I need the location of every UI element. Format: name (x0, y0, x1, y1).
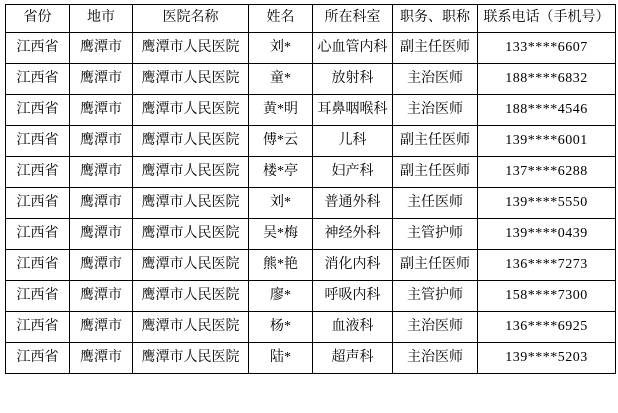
column-header-hospital: 医院名称 (133, 5, 249, 33)
cell-hospital: 鹰潭市人民医院 (133, 126, 249, 157)
cell-province: 江西省 (6, 281, 70, 312)
cell-hospital: 鹰潭市人民医院 (133, 64, 249, 95)
cell-city: 鹰潭市 (70, 95, 133, 126)
cell-title: 主任医师 (393, 188, 478, 219)
cell-name: 傅*云 (249, 126, 313, 157)
cell-department: 消化内科 (313, 250, 393, 281)
cell-department: 普通外科 (313, 188, 393, 219)
cell-department: 妇产科 (313, 157, 393, 188)
cell-hospital: 鹰潭市人民医院 (133, 188, 249, 219)
cell-province: 江西省 (6, 219, 70, 250)
cell-title: 主管护师 (393, 219, 478, 250)
cell-title: 主治医师 (393, 95, 478, 126)
cell-phone: 158****7300 (478, 281, 616, 312)
cell-name: 熊*艳 (249, 250, 313, 281)
cell-province: 江西省 (6, 64, 70, 95)
table-row (6, 64, 616, 95)
cell-city: 鹰潭市 (70, 219, 133, 250)
cell-department: 血液科 (313, 312, 393, 343)
cell-city: 鹰潭市 (70, 33, 133, 64)
cell-phone: 137****6288 (478, 157, 616, 188)
cell-department: 儿科 (313, 126, 393, 157)
table-row (6, 95, 616, 126)
cell-hospital: 鹰潭市人民医院 (133, 250, 249, 281)
cell-name: 陆* (249, 343, 313, 374)
table-row (6, 126, 616, 157)
table-body (6, 33, 616, 374)
table-row (6, 157, 616, 188)
cell-province: 江西省 (6, 33, 70, 64)
cell-department: 心血管内科 (313, 33, 393, 64)
cell-phone: 139****5550 (478, 188, 616, 219)
cell-province: 江西省 (6, 188, 70, 219)
cell-name: 刘* (249, 188, 313, 219)
cell-phone: 136****6925 (478, 312, 616, 343)
table-header (6, 5, 616, 33)
cell-name: 黄*明 (249, 95, 313, 126)
cell-phone: 139****0439 (478, 219, 616, 250)
table-row (6, 219, 616, 250)
header-row (6, 5, 616, 33)
cell-title: 副主任医师 (393, 126, 478, 157)
cell-title: 主治医师 (393, 312, 478, 343)
cell-title: 主治医师 (393, 64, 478, 95)
table-row (6, 188, 616, 219)
cell-name: 楼*亭 (249, 157, 313, 188)
cell-hospital: 鹰潭市人民医院 (133, 219, 249, 250)
cell-hospital: 鹰潭市人民医院 (133, 33, 249, 64)
cell-phone: 188****6832 (478, 64, 616, 95)
table-row (6, 312, 616, 343)
cell-department: 神经外科 (313, 219, 393, 250)
column-header-city: 地市 (70, 5, 133, 33)
cell-name: 童* (249, 64, 313, 95)
cell-phone: 188****4546 (478, 95, 616, 126)
cell-hospital: 鹰潭市人民医院 (133, 157, 249, 188)
cell-title: 主管护师 (393, 281, 478, 312)
cell-phone: 139****6001 (478, 126, 616, 157)
cell-phone: 136****7273 (478, 250, 616, 281)
cell-name: 吴*梅 (249, 219, 313, 250)
cell-hospital: 鹰潭市人民医院 (133, 281, 249, 312)
cell-phone: 139****5203 (478, 343, 616, 374)
cell-province: 江西省 (6, 250, 70, 281)
hospital-staff-table (5, 4, 616, 374)
cell-department: 耳鼻咽喉科 (313, 95, 393, 126)
column-header-province: 省份 (6, 5, 70, 33)
table-row (6, 343, 616, 374)
cell-city: 鹰潭市 (70, 157, 133, 188)
cell-name: 刘* (249, 33, 313, 64)
cell-title: 主治医师 (393, 343, 478, 374)
cell-city: 鹰潭市 (70, 126, 133, 157)
cell-province: 江西省 (6, 95, 70, 126)
cell-city: 鹰潭市 (70, 250, 133, 281)
cell-title: 副主任医师 (393, 157, 478, 188)
cell-name: 杨* (249, 312, 313, 343)
column-header-phone: 联系电话（手机号） (478, 5, 616, 33)
cell-province: 江西省 (6, 126, 70, 157)
cell-name: 廖* (249, 281, 313, 312)
cell-phone: 133****6607 (478, 33, 616, 64)
cell-hospital: 鹰潭市人民医院 (133, 343, 249, 374)
table-row (6, 281, 616, 312)
cell-city: 鹰潭市 (70, 343, 133, 374)
cell-hospital: 鹰潭市人民医院 (133, 312, 249, 343)
cell-city: 鹰潭市 (70, 312, 133, 343)
table-row (6, 250, 616, 281)
cell-department: 超声科 (313, 343, 393, 374)
cell-province: 江西省 (6, 157, 70, 188)
cell-province: 江西省 (6, 312, 70, 343)
cell-department: 放射科 (313, 64, 393, 95)
cell-city: 鹰潭市 (70, 281, 133, 312)
table-row (6, 33, 616, 64)
cell-province: 江西省 (6, 343, 70, 374)
column-header-name: 姓名 (249, 5, 313, 33)
cell-title: 副主任医师 (393, 33, 478, 64)
cell-title: 副主任医师 (393, 250, 478, 281)
cell-city: 鹰潭市 (70, 64, 133, 95)
cell-department: 呼吸内科 (313, 281, 393, 312)
column-header-title: 职务、职称 (393, 5, 478, 33)
cell-hospital: 鹰潭市人民医院 (133, 95, 249, 126)
cell-city: 鹰潭市 (70, 188, 133, 219)
column-header-department: 所在科室 (313, 5, 393, 33)
